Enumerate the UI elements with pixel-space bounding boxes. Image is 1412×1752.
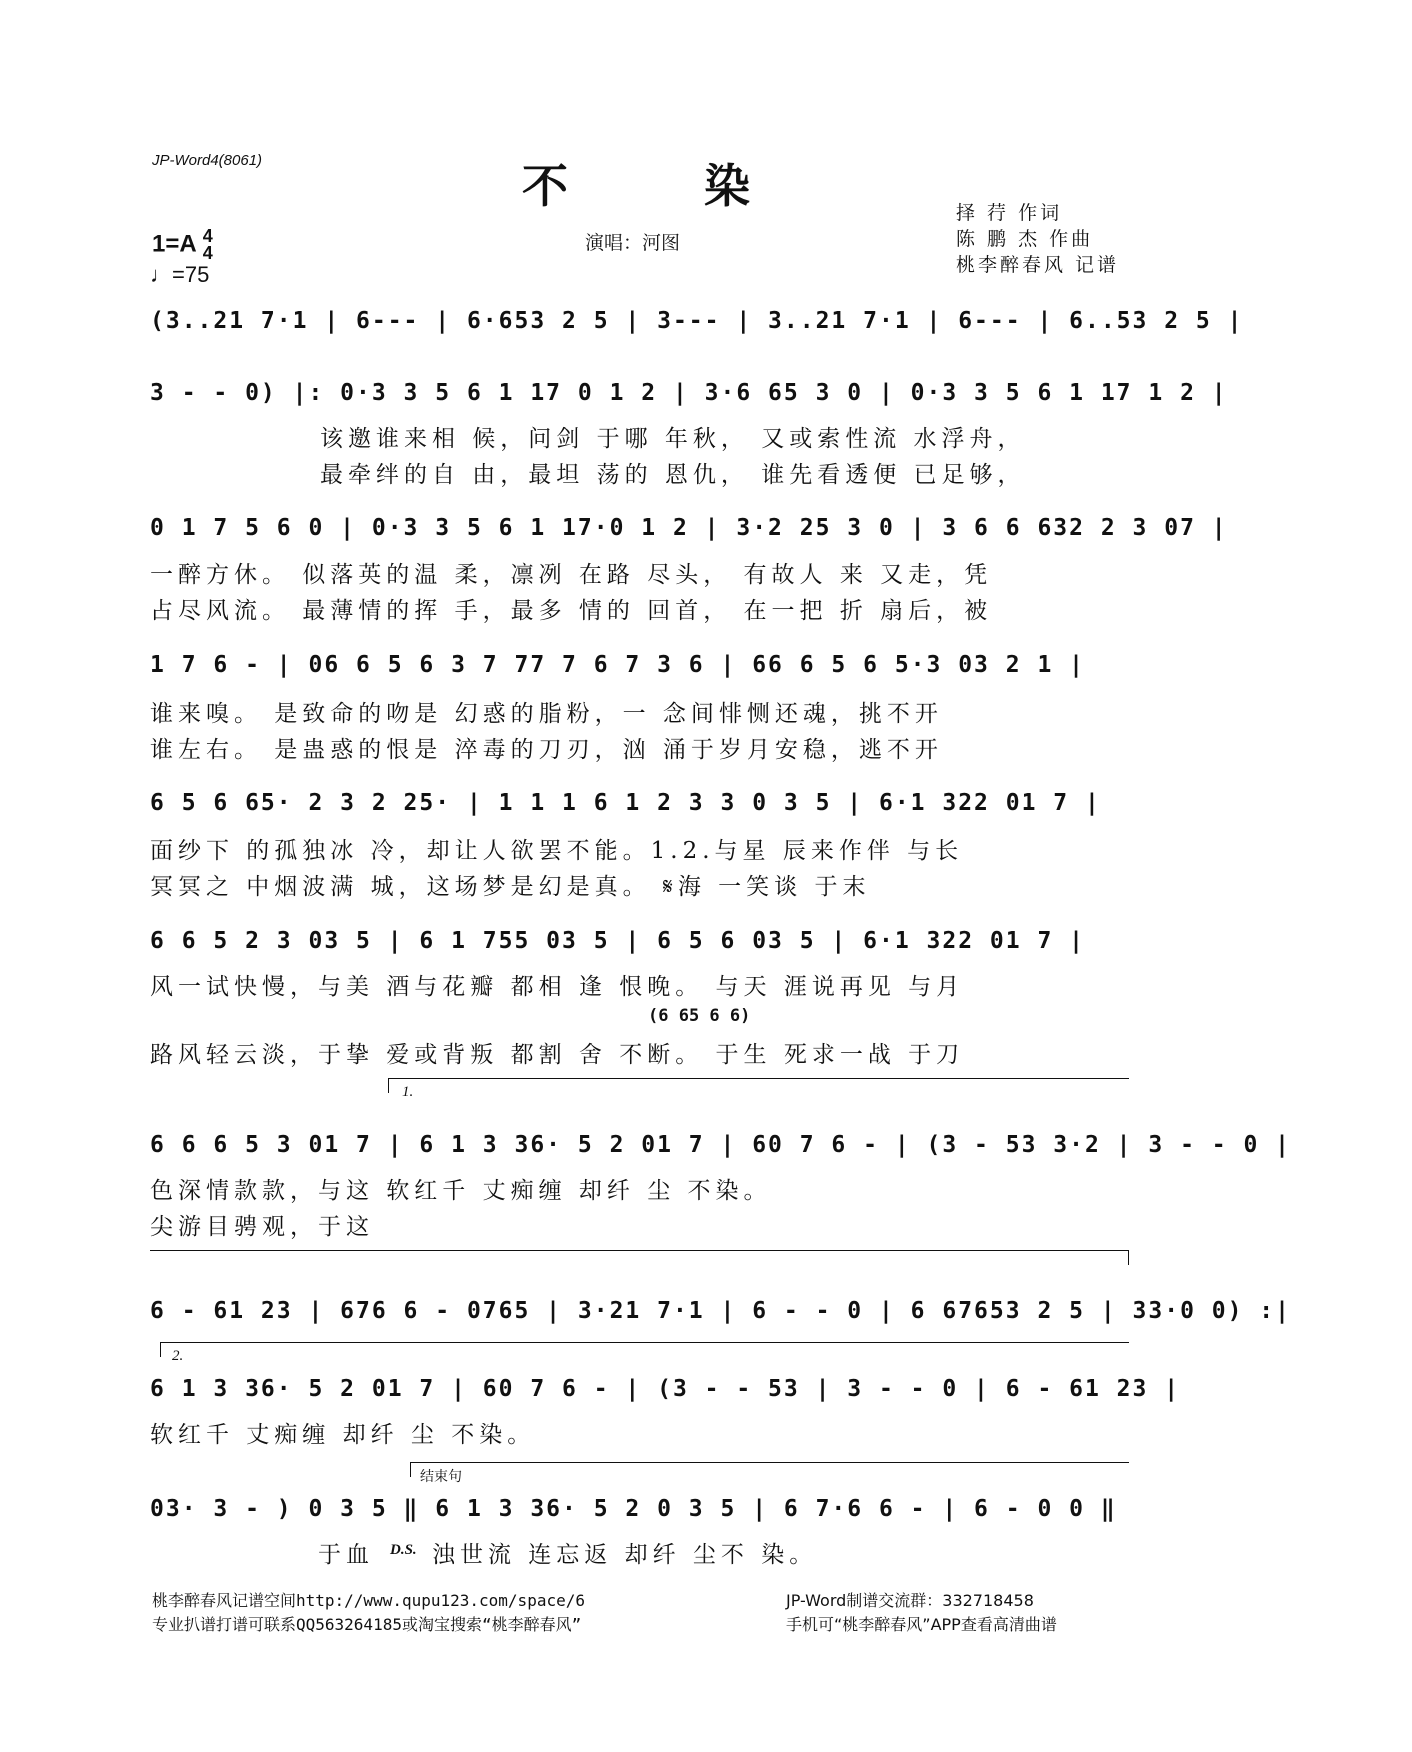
first-ending-bracket xyxy=(388,1078,1129,1093)
second-ending-bracket xyxy=(160,1342,1129,1357)
key-signature xyxy=(152,228,213,262)
lyric-row-2-verse-2: 最牵绊的自 由，最坦 荡的 恩仇， 谁先看透便 已足够， xyxy=(320,462,1026,488)
footer-left-1: 桃李醉春风记谱空间http://www.qupu123.com/space/6 xyxy=(152,1591,585,1610)
alternate-notes: (6 65 6 6) xyxy=(648,1006,751,1026)
lyric-row-5-verse-1: 面纱下 的孤独冰 冷，却让人欲罢不能。1.2.与星 辰来作伴 与长 xyxy=(150,838,964,864)
score-row-5: 6 5 6 65· 2 3 2 25· | 1 1 1 6 1 2 3 3 0 3 5 | 6·1 322 01 7 | xyxy=(150,790,1101,816)
score-row-2: 3 - - 0) |: 0·3 3 5 6 1 17 0 1 2 | 3·6 65 3 0 | 0·3 3 5 6 1 17 1 2 | xyxy=(150,380,1228,406)
lyric-row-6-verse-2: 路风轻云淡，于挚 爱或背叛 都割 舍 不断。 于生 死求一战 于刀 xyxy=(150,1042,965,1068)
score-row-10: 03· 3 - ) 0 3 5 ‖ 6 1 3 36· 5 2 0 3 5 | 6 7·6 6 - | 6 - 0 0 ‖ xyxy=(150,1496,1117,1522)
lyric-row-7-verse-1: 色深情款款，与这 软红千 丈痴缠 却纤 尘 不染。 xyxy=(150,1178,772,1204)
lyric-row-6-verse-1: 风一试快慢，与美 酒与花瓣 都相 逢 恨晚。 与天 涯说再见 与月 xyxy=(150,974,965,1000)
lyric-row-9-verse-1: 软红千 丈痴缠 却纤 尘 不染。 xyxy=(150,1422,536,1448)
performer-label: 演唱：河图 xyxy=(585,232,681,254)
footer-left-2: 专业扒谱打谱可联系QQ563264185或淘宝搜索“桃李醉春风” xyxy=(152,1615,582,1634)
ds-marker: D.S. xyxy=(390,1542,417,1558)
first-ending-label: 1. xyxy=(402,1084,414,1100)
score-row-4: 1 7 6 - | 06 6 5 6 3 7 77 7 6 7 3 6 | 66 6 5 6 5·3 03 2 1 | xyxy=(150,652,1085,678)
footer-right-2: 手机可“桃李醉春风”APP查看高清曲谱 xyxy=(786,1615,1057,1634)
coda-label: 结束句 xyxy=(420,1469,462,1485)
lyric-row-7-verse-2: 尖游目骋观，于这 xyxy=(150,1214,374,1240)
coda-bracket xyxy=(410,1462,1129,1477)
time-bottom: 4 xyxy=(202,243,213,263)
song-title: 不 染 xyxy=(521,159,810,213)
composer-credit: 陈 鹏 杰 作曲 xyxy=(956,228,1094,250)
first-ending-bracket-cont xyxy=(150,1250,1129,1265)
footer-right-1: JP-Word制谱交流群：332718458 xyxy=(786,1591,1034,1610)
time-top: 4 xyxy=(202,226,213,246)
second-ending-label: 2. xyxy=(172,1348,184,1364)
lyric-row-2-verse-1: 该邀谁来相 候，问剑 于哪 年秋， 又或索性流 水浮舟， xyxy=(320,426,1026,452)
score-row-6: 6 6 5 2 3 03 5 | 6 1 755 03 5 | 6 5 6 03 5 | 6·1 322 01 7 | xyxy=(150,928,1085,954)
score-row-9: 6 1 3 36· 5 2 01 7 | 60 7 6 - | (3 - - 53 | 3 - - 0 | 6 - 61 23 | xyxy=(150,1376,1181,1402)
key-label: 1=A xyxy=(152,230,197,258)
tempo-mark: ♩=75 xyxy=(150,262,210,287)
lyric-row-10-verse-2: 浊世流 连忘返 却纤 尘不 染。 xyxy=(432,1542,818,1568)
lyric-row-4-verse-2: 谁左右。 是蛊惑的恨是 淬毒的刀刃，汹 涌于岁月安稳，逃不开 xyxy=(150,737,943,763)
lyric-row-3-verse-2: 占尽风流。 最薄情的挥 手，最多 情的 回首， 在一把 折 扇后，被 xyxy=(150,598,993,624)
lyric-row-10-verse-1: 于血 xyxy=(318,1542,374,1568)
lyric-row-4-verse-1: 谁来嗅。 是致命的吻是 幻惑的脂粉，一 念间悱恻还魂，挑不开 xyxy=(150,701,943,727)
transcriber-credit: 桃李醉春风 记谱 xyxy=(956,254,1120,276)
score-row-8: 6 - 61 23 | 676 6 - 0765 | 3·21 7·1 | 6 - - 0 | 6 67653 2 5 | 33·0 0) :| xyxy=(150,1298,1291,1324)
lyricist-credit: 择 荇 作词 xyxy=(956,202,1063,224)
credits xyxy=(956,200,1119,278)
lyric-row-5-verse-2: 冥冥之 中烟波满 城，这场梦是幻是真。 𝄋海 一笑谈 于末 xyxy=(150,874,871,900)
source-label: JP-Word4(8061) xyxy=(152,152,263,169)
lyric-row-3-verse-1: 一醉方休。 似落英的温 柔，凛冽 在路 尽头， 有故人 来 又走，凭 xyxy=(150,562,993,588)
score-row-1: (3..21 7·1 | 6--- | 6·653 2 5 | 3--- | 3..21 7·1 | 6--- | 6..53 2 5 | xyxy=(150,308,1244,334)
score-row-3: 0 1 7 5 6 0 | 0·3 3 5 6 1 17·0 1 2 | 3·2 25 3 0 | 3 6 6 632 2 3 07 | xyxy=(150,515,1228,541)
time-signature xyxy=(203,228,213,262)
score-row-7: 6 6 6 5 3 01 7 | 6 1 3 36· 5 2 01 7 | 60 7 6 - | (3 - 53 3·2 | 3 - - 0 | xyxy=(150,1132,1291,1158)
